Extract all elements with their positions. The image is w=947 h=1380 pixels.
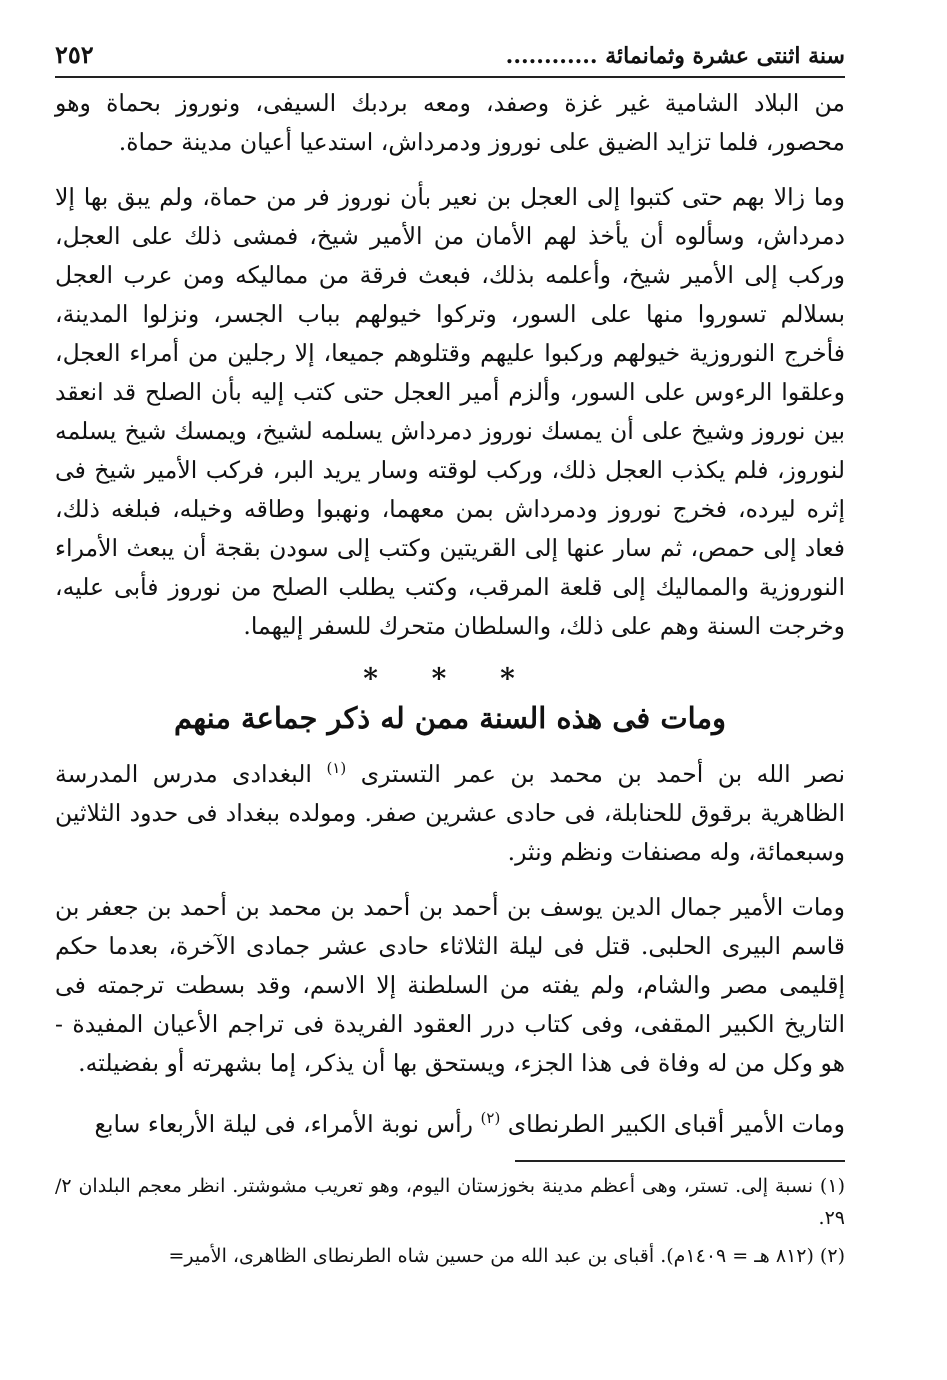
paragraph-1: من البلاد الشامية غير غزة وصفد، ومعه بردبك السيفى، ونوروز بحماة وهو محصور، فلما تزايد الضيق على نوروز ودمرداش، استدعيا أعيان مدينة حماة.	[55, 89, 845, 156]
footnotes	[55, 1170, 845, 1272]
obituary-2-text: ومات الأمير جمال الدين يوسف بن أحمد بن أحمد بن محمد بن أحمد بن جعفر بن قاسم البيرى الحلبى. قتل فى ليلة الثلاثاء حادى عشر جمادى الآخرة، بعدما حكم إقليمى مصر والشام، ولم يفته من السلطنة إلا الاسم، وقد بسطت ترجمته فى التاريخ الكبير المقفى، وفى كتاب درر العقود الفريدة فى تراجم الأعيان المفيدة - هو وكل من له وفاة فى هذا الجزء، ويستحق بها أن يذكر، إما بشهرته أو بفضيلته.	[55, 892, 845, 1077]
section-separator: * * *	[363, 662, 537, 695]
footnote-2: (٢) (٨١٢ هـ = ١٤٠٩م). أقباى بن عبد الله من حسين شاه الطرنطاى الظاهرى، الأمير=	[168, 1244, 845, 1267]
obituary-1-text-b: البغدادى مدرس المدرسة الظاهرية برقوق للحنابلة، فى حادى عشرين صفر. ومولده ببغداد فى حدود الثلاثين وسبعمائة، وله مصنفات ونظم ونثر.	[55, 759, 845, 866]
obituary-paragraph-2	[55, 888, 845, 1083]
obituary-3-text-b: رأس نوبة الأمراء، فى ليلة الأربعاء سابع	[94, 1109, 474, 1138]
section-title: ومات فى هذه السنة ممن له ذكر جماعة منهم	[173, 701, 727, 735]
book-page	[55, 40, 845, 1360]
running-title: سنة اثنتى عشرة وثمانمائة ............	[505, 43, 845, 69]
page-number: ٢٥٢	[55, 40, 94, 69]
obituary-3-text-a: ومات الأمير أقباى الكبير الطرنطاى	[507, 1109, 845, 1138]
obituary-paragraph-1	[55, 749, 845, 872]
footnote-1: (١) نسبة إلى. تستر، وهى أعظم مدينة بخوزستان اليوم، وهو تعريب مشوشتر. انظر معجم البلدان ٢/ ٢٩.	[55, 1174, 845, 1229]
page-header	[55, 40, 845, 74]
obituary-paragraph-3	[55, 1099, 845, 1144]
footnote-marker-2: (٢)	[480, 1108, 501, 1127]
header-rule	[55, 76, 845, 78]
paragraph-2: وما زالا بهم حتى كتبوا إلى العجل بن نعير بأن نوروز فر من حماة، ولم يبق بها إلا دمرداش، وسألوه أن يأخذ لهم الأمان من الأمير شيخ، فمشى ذلك على العجل، وركب إلى الأمير شيخ، وأعلمه بذلك، فبعث فرقة من مماليكه ومن عرب العجل بسلالم تسوروا منها على السور، وتركوا خيولهم بباب الجسر، ونزلوا المدينة، فأخرج النوروزية خيولهم وركبوا عليهم وقتلوهم جميعا، إلا رجلين من أمراء العجل، وعلقوا الرءوس على السور، وألزم أمير العجل حتى كتب إليه بأن الصلح قد انعقد بين نوروز وشيخ على أن يمسك نوروز دمرداش يسلمه لشيخ، ويمسك شيخ يسلمه لنوروز، فلم يكذب العجل ذلك، وركب لوقته وسار يريد البر، فركب الأمير شيخ فى إثره ليرده، فخرج نوروز ودمرداش بمن معهما، ونهبوا وطاقه وخيله، فبلغه ذلك، فعاد إلى حمص، ثم سار عنها إلى القريتين وكتب إلى سودن بقجة أن يبعث الأمراء النوروزية والمماليك إلى قلعة المرقب، وكتب يطلب الصلح من نوروز فأبى عليه، وخرجت السنة وهم على ذلك، والسلطان متحرك للسفر إليهما.	[55, 183, 845, 640]
footnote-rule	[515, 1160, 845, 1162]
obituary-1-text-a: نصر الله بن أحمد بن محمد بن عمر التسترى	[360, 759, 845, 788]
footnote-marker-1: (١)	[326, 759, 347, 777]
